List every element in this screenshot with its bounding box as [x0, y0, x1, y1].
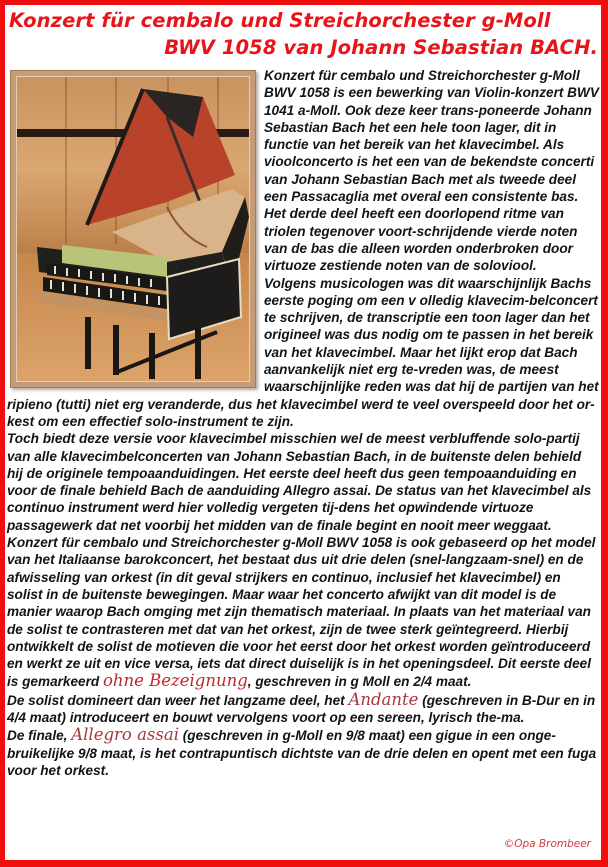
harpsichord-photo-frame	[10, 70, 256, 388]
paragraph-intro: Konzert für cembalo und Streichorchester g-Moll BWV 1058 is een bewerking van Violin-konzert BWV 1041 a-Moll. Ook deze keer trans-poneerde Johann Sebastian Bach het een hele toon lager, dit in functie van het bereik van het klavecimbel. Als vioolconcerto is het een van de bekendste concerti van Johann Sebastian Bach met als tweede deel een Passacaglia met overal een consistente bas. Het derde deel heeft een doorlopend ritme van triolen tegenover voort-schrijdende vierde noten van de bas die alleen worden onderbroken door virtuoze zestiende noten van de soloviool.	[264, 68, 599, 274]
movement-name-andante: Andante	[348, 689, 419, 709]
copyright-credit: ©Opa Brombeer	[503, 838, 591, 850]
paragraph-andante-text: De solist domineert dan weer het langzame deel, het	[7, 692, 349, 708]
paragraph-andante-tail: (geschreven in B-Dur en in 4/4 maat) introduceert en bouwt vervolgens voort op een sereen, lyrisch the-ma.	[7, 692, 596, 725]
paragraph-finale-text: De finale,	[7, 728, 72, 744]
harpsichord-photo	[16, 76, 250, 382]
paragraph-model	[7, 534, 599, 691]
movement-name-first: ohne Bezeignung	[102, 671, 248, 691]
paragraph-musicologen: Volgens musicologen was dit waarschijnlijk Bachs eerste poging om een v olledig klavecim-belconcert te schrijven, de transcriptie een toon lager dan het origineel was dus nodig om te passen in het bereik van het klavecimbel. Maar het lijkt erop dat Bach aanvankelijk niet erg te-vreden was, de meest waarschijnlijke reden was dat hij de partijen van het ripieno (tutti) niet erg veranderde, dus het klavecimbel werd te veel overspeeld door het or-kest om een effectief solo-instrument te zijn.	[7, 275, 599, 429]
paragraph-model-text: Konzert für cembalo und Streichorchester g-Moll BWV 1058 is ook gebaseerd op het model van het Italiaanse barokconcert, het bestaat dus uit drie delen (snel-langzaam-snel) en de afwisseling van orkest (in dit geval strijkers en continuo, inclusief het klavecimbel) en solist in de buitenste bewegingen. Maar waar het concerto afwijkt van dit model is de manier waarop Bach omging met zijn thematisch materiaal. In plaats van het materiaal van de solist te contrasteren met dat van het orkest, zijn de twee sterk geïntegreerd. Hierbij ontwikkelt de solist de motieven die voor het eerst door het orkest worden geïntroduceerd en werkt ze uit en vice versa, iets dat direct duiselijk is in het openingsdeel. Dit eerste deel is gemarkeerd	[7, 535, 596, 690]
paragraph-solopartij: Toch biedt deze versie voor klavecimbel misschien wel de meest verbluffende solo-partij van alle klavecimbelconcerten van Johann Sebastian Bach, in de buitenste delen behield hij de originele tempoaanduidingen. Het eerste deel heeft dus geen tempoaanduiding en voor de finale behield Bach de aanduiding Allegro assai. De status van het klavecimbel als continuo instrument werd hier volledig vergeten tij-dens het opwindende virtuoze passagewerk dat net voorbij het midden van de finale begint en nooit meer weggaat.	[7, 431, 592, 533]
paragraph-finale-tail: (geschreven in g-Moll en 9/8 maat) een gigue in een onge-bruikelijke 9/8 maat, is het contrapuntisch dichtste van de drie delen en opent met een fuga voor het orkest.	[7, 728, 597, 778]
harpsichord-icon	[17, 77, 250, 382]
title-line-2: BWV 1058 van Johann Sebastian BACH.	[164, 36, 598, 59]
paragraph-model-tail: , geschreven in g Moll en 2/4 maat.	[247, 674, 472, 690]
paragraph-andante	[7, 691, 599, 727]
paragraph-finale	[7, 726, 599, 779]
page-title	[5, 5, 601, 61]
title-line-1: Konzert für cembalo und Streichorchester g-Moll	[9, 9, 551, 32]
movement-name-allegro-assai: Allegro assai	[71, 725, 179, 745]
article-body	[7, 67, 599, 779]
